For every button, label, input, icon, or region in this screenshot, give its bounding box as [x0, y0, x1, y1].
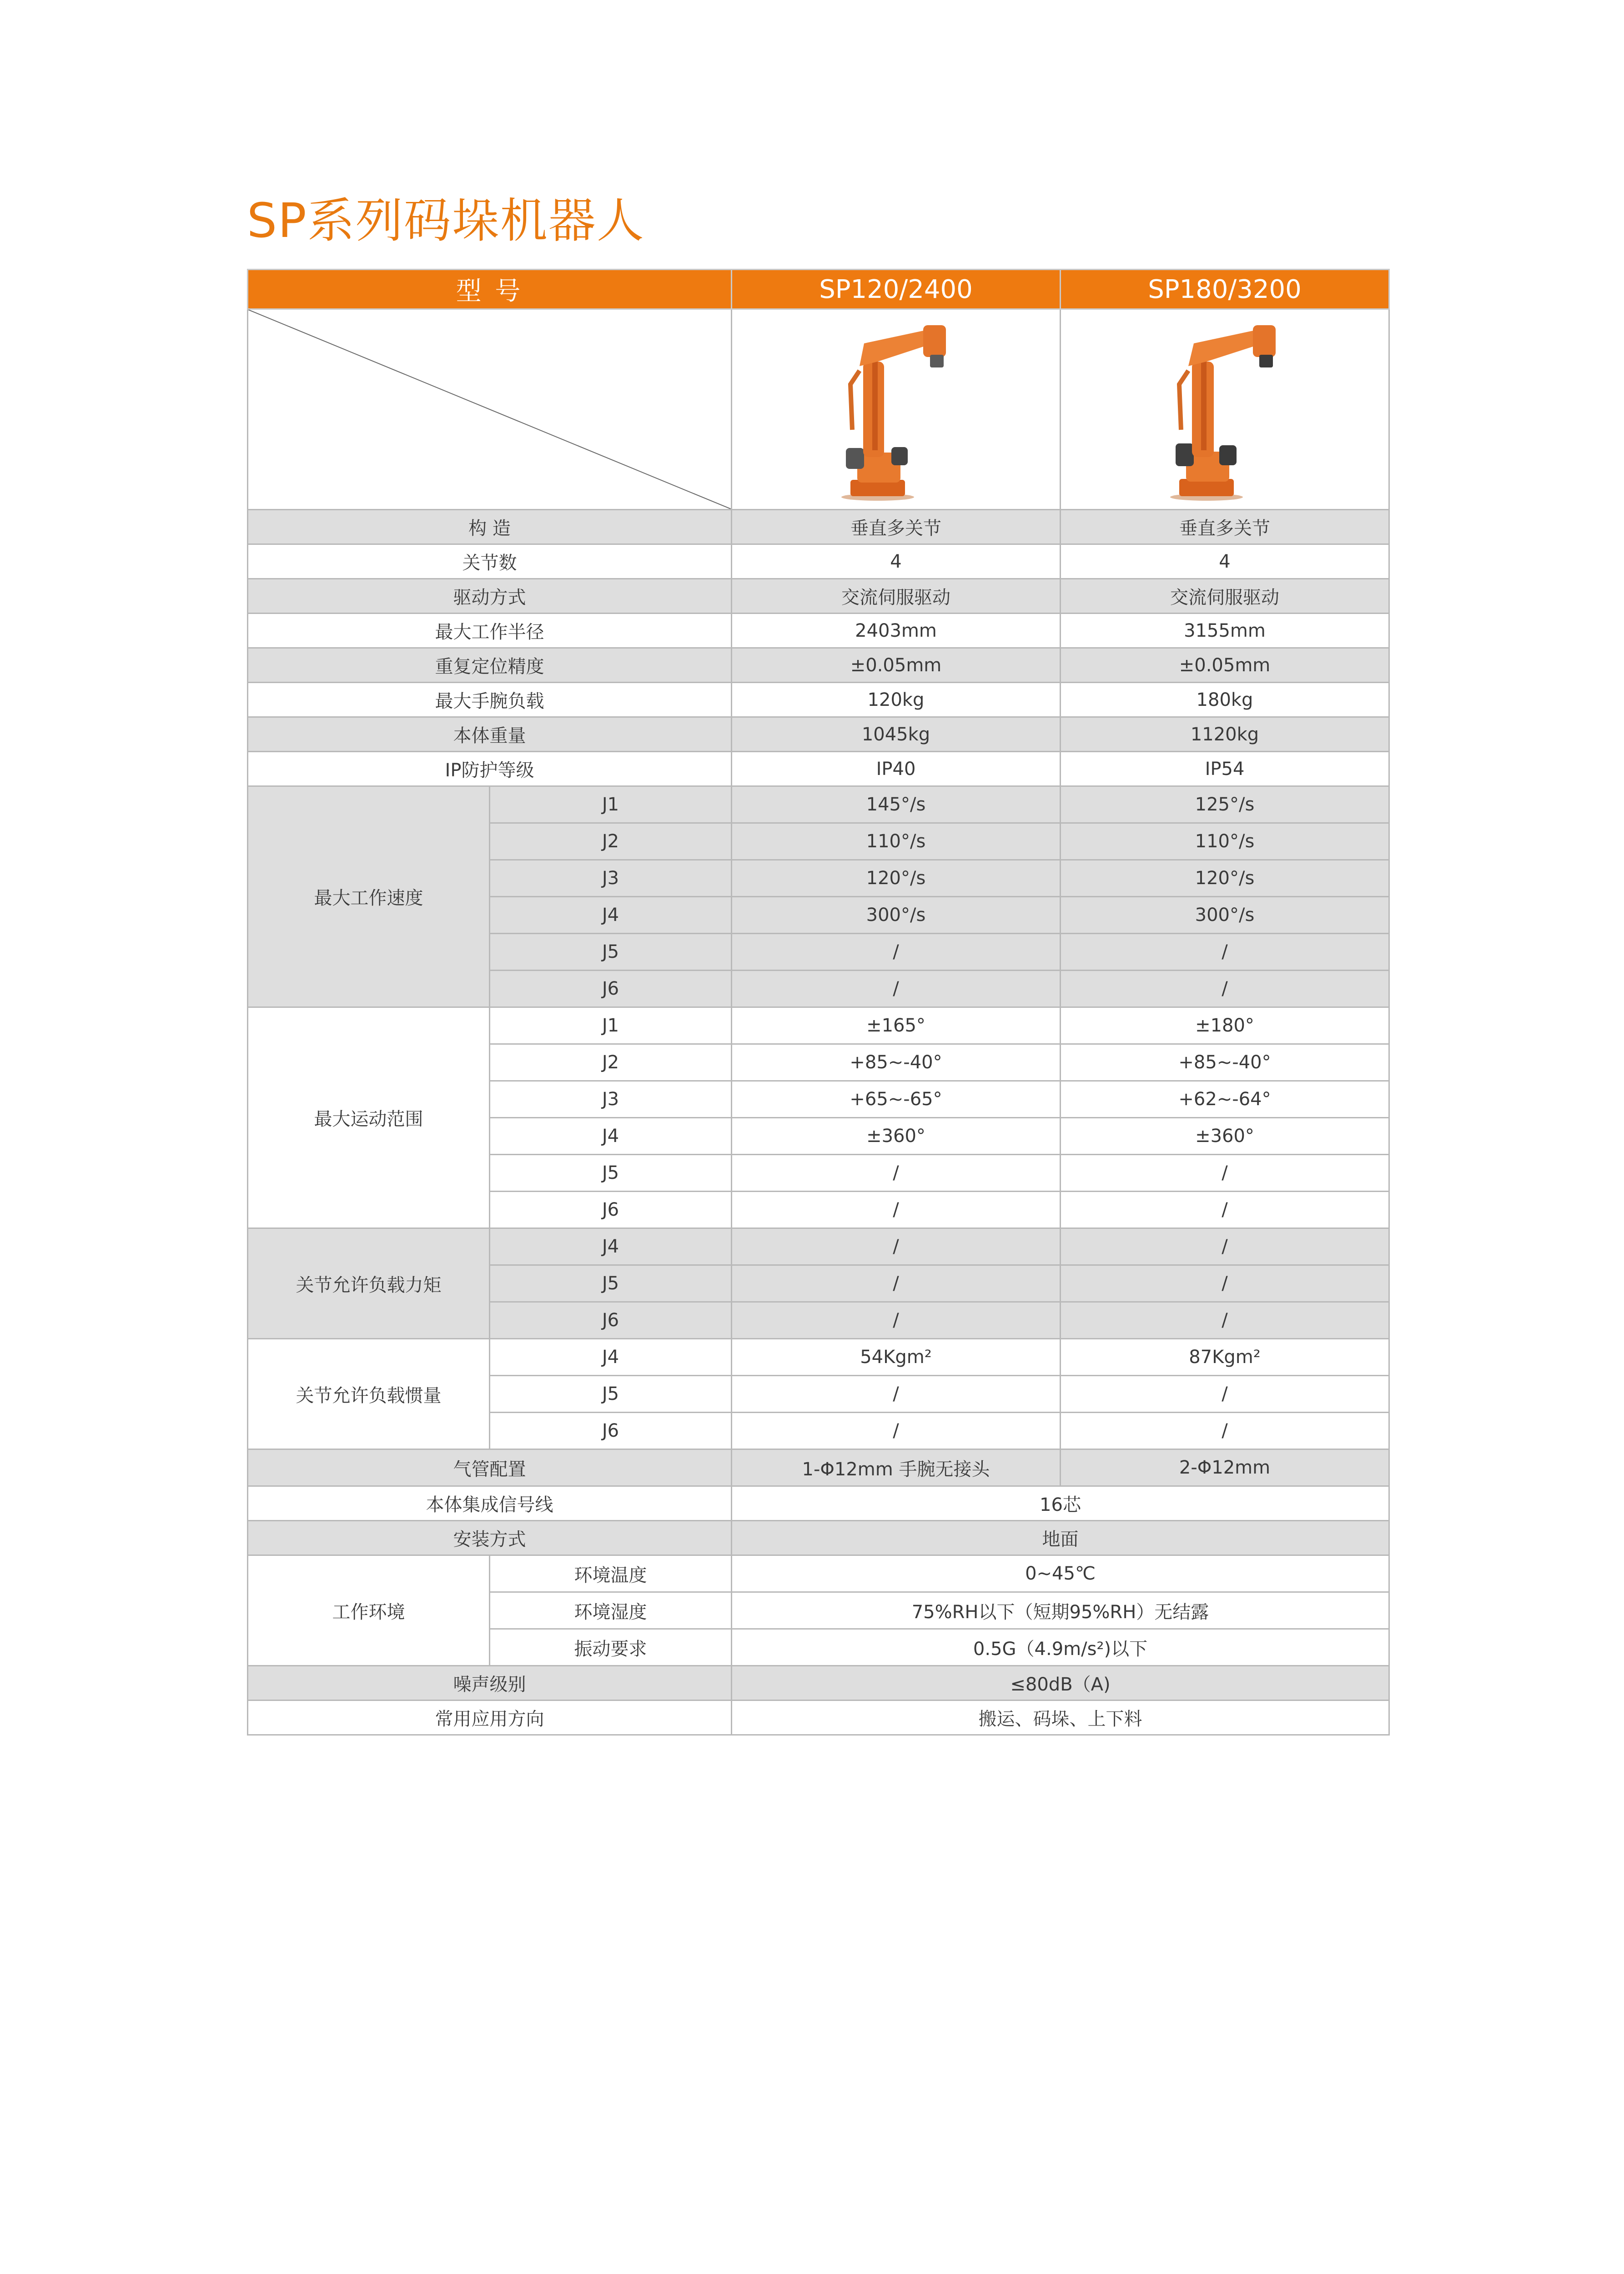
spec-value-sp180: 1120kg	[1061, 717, 1389, 752]
spec-value-sp180: 4	[1061, 544, 1389, 579]
group-label-range: 最大运动范围	[248, 1007, 490, 1228]
spec-value-sp120: IP40	[732, 752, 1061, 786]
spec-row-repeatability	[248, 648, 1389, 683]
spec-label: 本体集成信号线	[248, 1486, 732, 1521]
joint-label: J5	[490, 1265, 732, 1302]
joint-value-sp180: ±360°	[1061, 1118, 1389, 1155]
robot-image-cell-sp180	[1061, 309, 1389, 510]
spec-value-sp180: 2-Φ12mm	[1061, 1449, 1389, 1486]
spec-value-sp120: 1-Φ12mm 手腕无接头	[732, 1449, 1061, 1486]
joint-label: J1	[490, 786, 732, 823]
spec-label: 安装方式	[248, 1521, 732, 1555]
spec-label: 最大工作半径	[248, 614, 732, 648]
joint-label: J3	[490, 1081, 732, 1118]
spec-value-sp120: 交流伺服驱动	[732, 579, 1061, 614]
spec-label: 重复定位精度	[248, 648, 732, 683]
diagonal-line	[248, 310, 731, 509]
spec-table	[247, 269, 1390, 1736]
spec-value-sp120: ±0.05mm	[732, 648, 1061, 683]
spec-row-radius	[248, 614, 1389, 648]
moment-row	[248, 1228, 1389, 1265]
env-sub-label: 环境温度	[490, 1555, 732, 1592]
spec-row-payload	[248, 683, 1389, 717]
spec-label: 气管配置	[248, 1449, 732, 1486]
spec-value-sp180: 3155mm	[1061, 614, 1389, 648]
spec-row-structure	[248, 510, 1389, 544]
spec-value-sp180: 垂直多关节	[1061, 510, 1389, 544]
spec-value-sp120: 2403mm	[732, 614, 1061, 648]
spec-row-joints	[248, 544, 1389, 579]
joint-value-sp120: /	[732, 1228, 1061, 1265]
spec-value-sp180: 交流伺服驱动	[1061, 579, 1389, 614]
spec-value-shared: ≤80dB（A)	[732, 1666, 1389, 1700]
page-title: SP系列码垛机器人	[247, 193, 645, 248]
joint-label: J4	[490, 1118, 732, 1155]
spec-row-mount	[248, 1521, 1389, 1555]
palletizing-robot-image	[1143, 316, 1307, 503]
joint-value-sp180: /	[1061, 934, 1389, 971]
joint-value-sp120: 110°/s	[732, 823, 1061, 860]
env-row	[248, 1555, 1389, 1592]
spec-value-shared: 16芯	[732, 1486, 1389, 1521]
spec-row-weight	[248, 717, 1389, 752]
spec-label: 驱动方式	[248, 579, 732, 614]
model-name-sp180: SP180/3200	[1061, 270, 1389, 309]
env-value: 0~45℃	[732, 1555, 1389, 1592]
joint-value-sp120: 120°/s	[732, 860, 1061, 897]
spec-row-ip	[248, 752, 1389, 786]
joint-label: J5	[490, 1155, 732, 1192]
inertia-row	[248, 1339, 1389, 1376]
joint-value-sp120: 300°/s	[732, 897, 1061, 934]
spec-label: 最大手腕负载	[248, 683, 732, 717]
joint-label: J4	[490, 1339, 732, 1376]
joint-value-sp180: 125°/s	[1061, 786, 1389, 823]
joint-value-sp120: /	[732, 934, 1061, 971]
spec-row-signal	[248, 1486, 1389, 1521]
joint-label: J5	[490, 934, 732, 971]
joint-label: J4	[490, 897, 732, 934]
joint-value-sp180: 87Kgm²	[1061, 1339, 1389, 1376]
spec-label: 常用应用方向	[248, 1700, 732, 1735]
diagonal-header-cell	[248, 309, 732, 510]
joint-value-sp120: 145°/s	[732, 786, 1061, 823]
joint-value-sp120: +65~-65°	[732, 1081, 1061, 1118]
spec-value-sp120: 120kg	[732, 683, 1061, 717]
joint-value-sp120: /	[732, 1302, 1061, 1339]
header-row	[248, 270, 1389, 309]
spec-label: 构 造	[248, 510, 732, 544]
spec-value-sp180: 180kg	[1061, 683, 1389, 717]
joint-label: J6	[490, 1192, 732, 1228]
spec-value-sp180: IP54	[1061, 752, 1389, 786]
joint-value-sp180: 300°/s	[1061, 897, 1389, 934]
env-value: 0.5G（4.9m/s²)以下	[732, 1629, 1389, 1666]
spec-row-air	[248, 1449, 1389, 1486]
joint-label: J5	[490, 1376, 732, 1413]
joint-value-sp180: /	[1061, 971, 1389, 1007]
joint-label: J6	[490, 971, 732, 1007]
joint-value-sp180: /	[1061, 1228, 1389, 1265]
group-label-moment: 关节允许负载力矩	[248, 1228, 490, 1339]
env-sub-label: 振动要求	[490, 1629, 732, 1666]
spec-row-noise	[248, 1666, 1389, 1700]
spec-value-shared: 地面	[732, 1521, 1389, 1555]
joint-value-sp120: /	[732, 971, 1061, 1007]
joint-label: J1	[490, 1007, 732, 1044]
spec-label: IP防护等级	[248, 752, 732, 786]
robot-image-cell-sp120	[732, 309, 1061, 510]
spec-label: 关节数	[248, 544, 732, 579]
range-row	[248, 1007, 1389, 1044]
speed-row	[248, 786, 1389, 823]
joint-value-sp180: /	[1061, 1192, 1389, 1228]
spec-label: 噪声级别	[248, 1666, 732, 1700]
group-label-speed: 最大工作速度	[248, 786, 490, 1007]
joint-value-sp180: /	[1061, 1376, 1389, 1413]
joint-value-sp120: /	[732, 1413, 1061, 1449]
joint-value-sp120: /	[732, 1192, 1061, 1228]
joint-value-sp180: /	[1061, 1265, 1389, 1302]
spec-value-shared: 搬运、码垛、上下料	[732, 1700, 1389, 1735]
joint-label: J2	[490, 1044, 732, 1081]
joint-label: J3	[490, 860, 732, 897]
spec-row-drive	[248, 579, 1389, 614]
joint-label: J2	[490, 823, 732, 860]
joint-value-sp180: ±180°	[1061, 1007, 1389, 1044]
spec-value-sp120: 4	[732, 544, 1061, 579]
spec-value-sp120: 1045kg	[732, 717, 1061, 752]
joint-value-sp120: 54Kgm²	[732, 1339, 1061, 1376]
joint-value-sp120: /	[732, 1265, 1061, 1302]
joint-value-sp180: /	[1061, 1302, 1389, 1339]
spec-row-application	[248, 1700, 1389, 1735]
spec-value-sp180: ±0.05mm	[1061, 648, 1389, 683]
joint-value-sp180: /	[1061, 1155, 1389, 1192]
joint-value-sp180: 110°/s	[1061, 823, 1389, 860]
env-value: 75%RH以下（短期95%RH）无结露	[732, 1592, 1389, 1629]
joint-value-sp120: +85~-40°	[732, 1044, 1061, 1081]
group-label-inertia: 关节允许负载惯量	[248, 1339, 490, 1449]
joint-value-sp120: ±165°	[732, 1007, 1061, 1044]
model-name-sp120: SP120/2400	[732, 270, 1061, 309]
joint-value-sp180: +62~-64°	[1061, 1081, 1389, 1118]
spec-value-sp120: 垂直多关节	[732, 510, 1061, 544]
model-header-label: 型 号	[248, 270, 732, 309]
joint-label: J6	[490, 1302, 732, 1339]
palletizing-robot-image	[814, 316, 978, 503]
joint-value-sp120: /	[732, 1376, 1061, 1413]
joint-value-sp180: /	[1061, 1413, 1389, 1449]
joint-value-sp120: /	[732, 1155, 1061, 1192]
group-label-environment: 工作环境	[248, 1555, 490, 1666]
image-row	[248, 309, 1389, 510]
joint-value-sp180: +85~-40°	[1061, 1044, 1389, 1081]
joint-label: J4	[490, 1228, 732, 1265]
spec-label: 本体重量	[248, 717, 732, 752]
env-sub-label: 环境湿度	[490, 1592, 732, 1629]
joint-label: J6	[490, 1413, 732, 1449]
joint-value-sp180: 120°/s	[1061, 860, 1389, 897]
joint-value-sp120: ±360°	[732, 1118, 1061, 1155]
